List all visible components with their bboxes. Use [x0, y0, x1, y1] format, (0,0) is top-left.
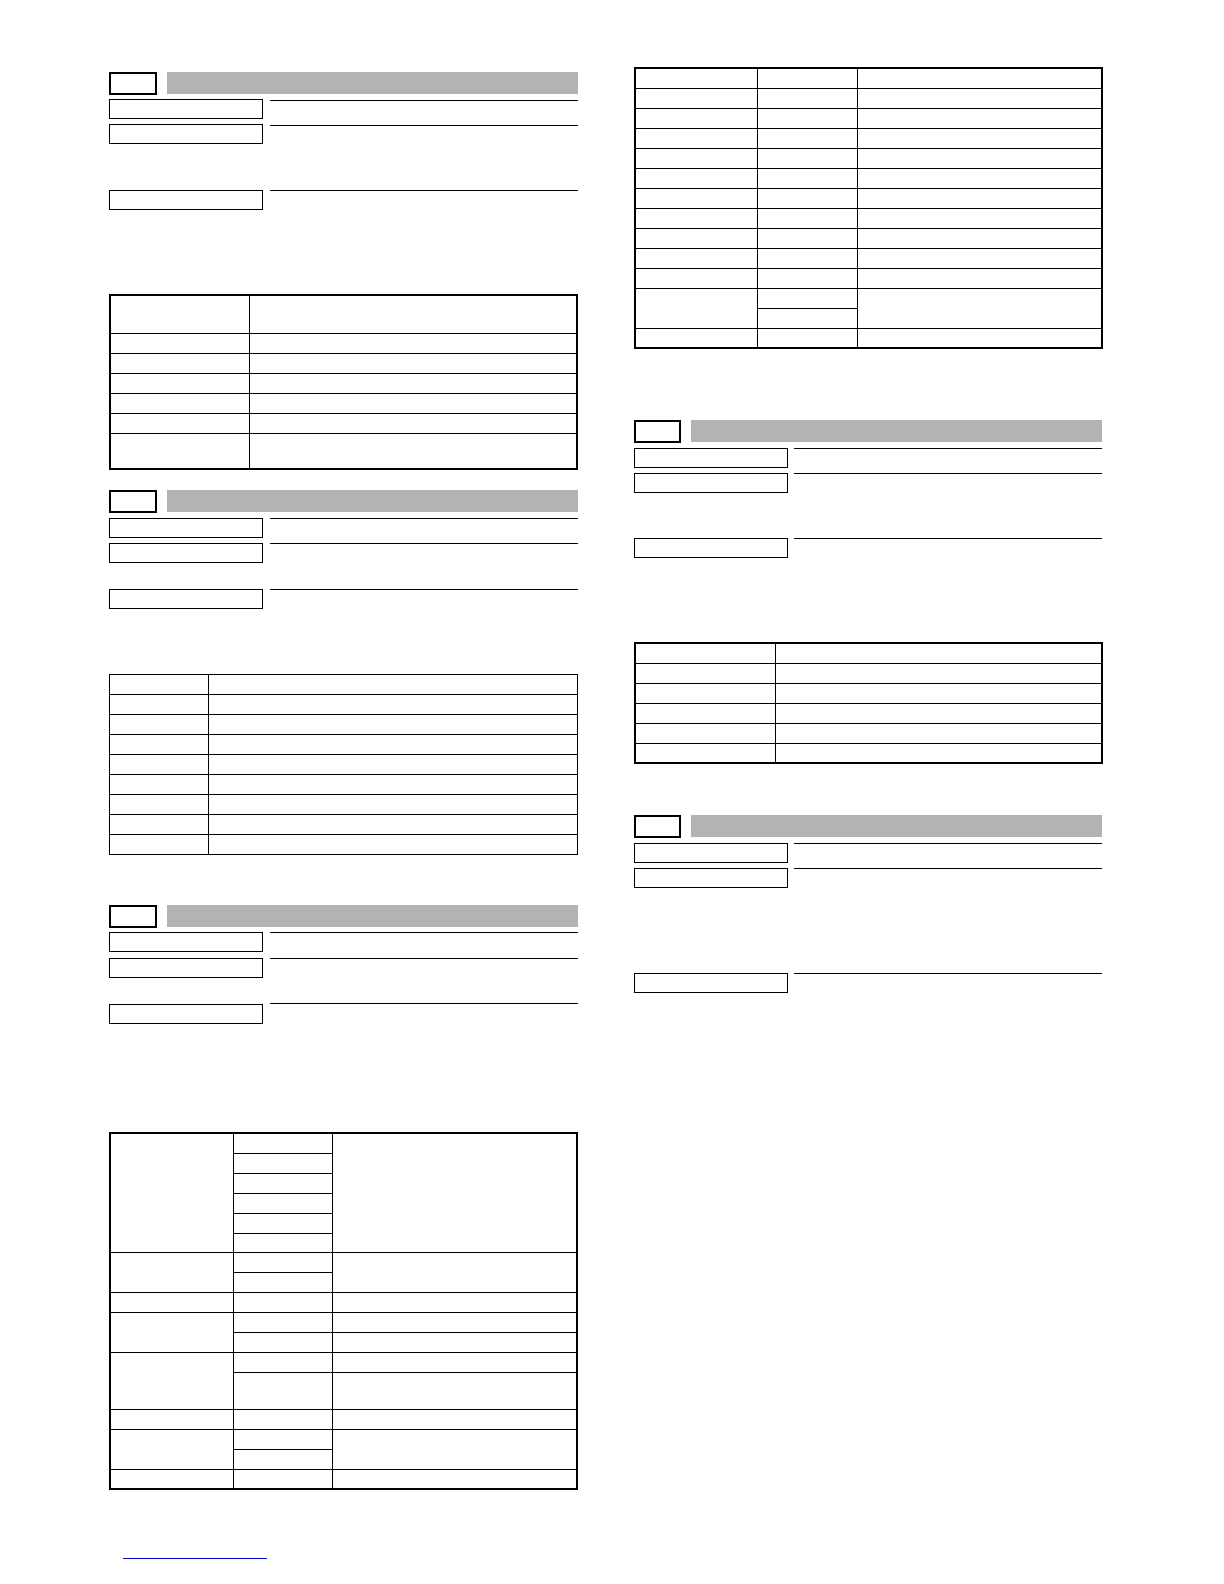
- table-row: [110, 1133, 577, 1153]
- section-2-label-3: [109, 589, 263, 609]
- section-5-code-box: [634, 815, 681, 838]
- section-3-label-1: [109, 932, 263, 952]
- section-5-rule-1: [794, 843, 1102, 844]
- section-4-rule-2: [794, 473, 1102, 474]
- table-row: [110, 413, 577, 433]
- section-4-label-3: [634, 538, 788, 558]
- table-row: [110, 1429, 577, 1449]
- section-2-label-2: [109, 543, 263, 563]
- section-1-label-3: [109, 190, 263, 210]
- table-row: [635, 208, 1102, 228]
- section-3-code-box: [109, 905, 157, 928]
- table-row: [110, 695, 578, 715]
- section-4-code-box: [634, 420, 681, 443]
- section-4-label-1: [634, 448, 788, 468]
- section-1-table: [109, 294, 578, 470]
- section-3-title-bar: [167, 905, 578, 927]
- section-5-label-3: [634, 973, 788, 993]
- section-3-label-3: [109, 1004, 263, 1024]
- table-row: [635, 248, 1102, 268]
- section-1-rule-2: [270, 125, 578, 126]
- section-1-code-box: [109, 72, 157, 95]
- section-5-title-bar: [691, 815, 1102, 837]
- section-1-label-1: [109, 99, 263, 119]
- section-3-rule-3: [270, 1003, 578, 1004]
- section-5-label-2: [634, 868, 788, 888]
- section-3-label-2: [109, 958, 263, 978]
- section-4-label-2: [634, 473, 788, 493]
- section-2-code-box: [109, 490, 157, 513]
- section-5-rule-3: [794, 973, 1102, 974]
- section-2-rule-2: [270, 543, 578, 544]
- table-row: [110, 815, 578, 835]
- section-3-rule-1: [270, 932, 578, 933]
- table-row: [635, 68, 1102, 88]
- table-row: [635, 743, 1102, 763]
- table-row: [110, 1409, 577, 1429]
- table-row: [110, 715, 578, 735]
- table-row: [110, 755, 578, 775]
- table-row: [635, 148, 1102, 168]
- table-row: [110, 1469, 577, 1489]
- table-row: [110, 433, 577, 469]
- table-row: [635, 128, 1102, 148]
- section-1-rule-1: [270, 100, 578, 101]
- section-4-rule-3: [794, 538, 1102, 539]
- section-1-rule-3: [270, 190, 578, 191]
- table-row: [635, 268, 1102, 288]
- table-row: [635, 88, 1102, 108]
- section-4-rule-1: [794, 448, 1102, 449]
- section-2-label-1: [109, 518, 263, 538]
- section-5-label-1: [634, 843, 788, 863]
- table-row: [110, 1252, 577, 1272]
- table-row: [635, 168, 1102, 188]
- table-row: [635, 108, 1102, 128]
- section-3-rule-2: [270, 958, 578, 959]
- table-row: [110, 735, 578, 755]
- table-row: [110, 353, 577, 373]
- table-row: [635, 328, 1102, 348]
- table-row: [110, 795, 578, 815]
- table-row: [635, 228, 1102, 248]
- table-row: [110, 393, 577, 413]
- section-5-rule-2: [794, 868, 1102, 869]
- section-2-title-bar: [167, 490, 578, 512]
- table-row: [635, 683, 1102, 703]
- table-row: [110, 295, 577, 333]
- table-row: [635, 188, 1102, 208]
- continued-table: [634, 67, 1103, 349]
- table-row: [635, 643, 1102, 663]
- table-row: [110, 775, 578, 795]
- table-row: [635, 703, 1102, 723]
- table-row: [110, 675, 578, 695]
- table-row: [110, 1352, 577, 1372]
- section-1-title-bar: [167, 72, 578, 94]
- table-row: [110, 373, 577, 393]
- section-4-table: [634, 642, 1103, 764]
- section-2-table: [109, 674, 578, 855]
- table-row: [110, 333, 577, 353]
- section-2-rule-1: [270, 518, 578, 519]
- table-row: [635, 663, 1102, 683]
- table-row: [635, 723, 1102, 743]
- section-1-label-2: [109, 124, 263, 144]
- table-row: [110, 835, 578, 855]
- section-4-title-bar: [691, 420, 1102, 442]
- section-3-table: [109, 1132, 578, 1490]
- table-row: [110, 1292, 577, 1312]
- table-row: [635, 288, 1102, 308]
- section-2-rule-3: [270, 589, 578, 590]
- footer-link[interactable]: [123, 1558, 267, 1559]
- table-row: [110, 1312, 577, 1332]
